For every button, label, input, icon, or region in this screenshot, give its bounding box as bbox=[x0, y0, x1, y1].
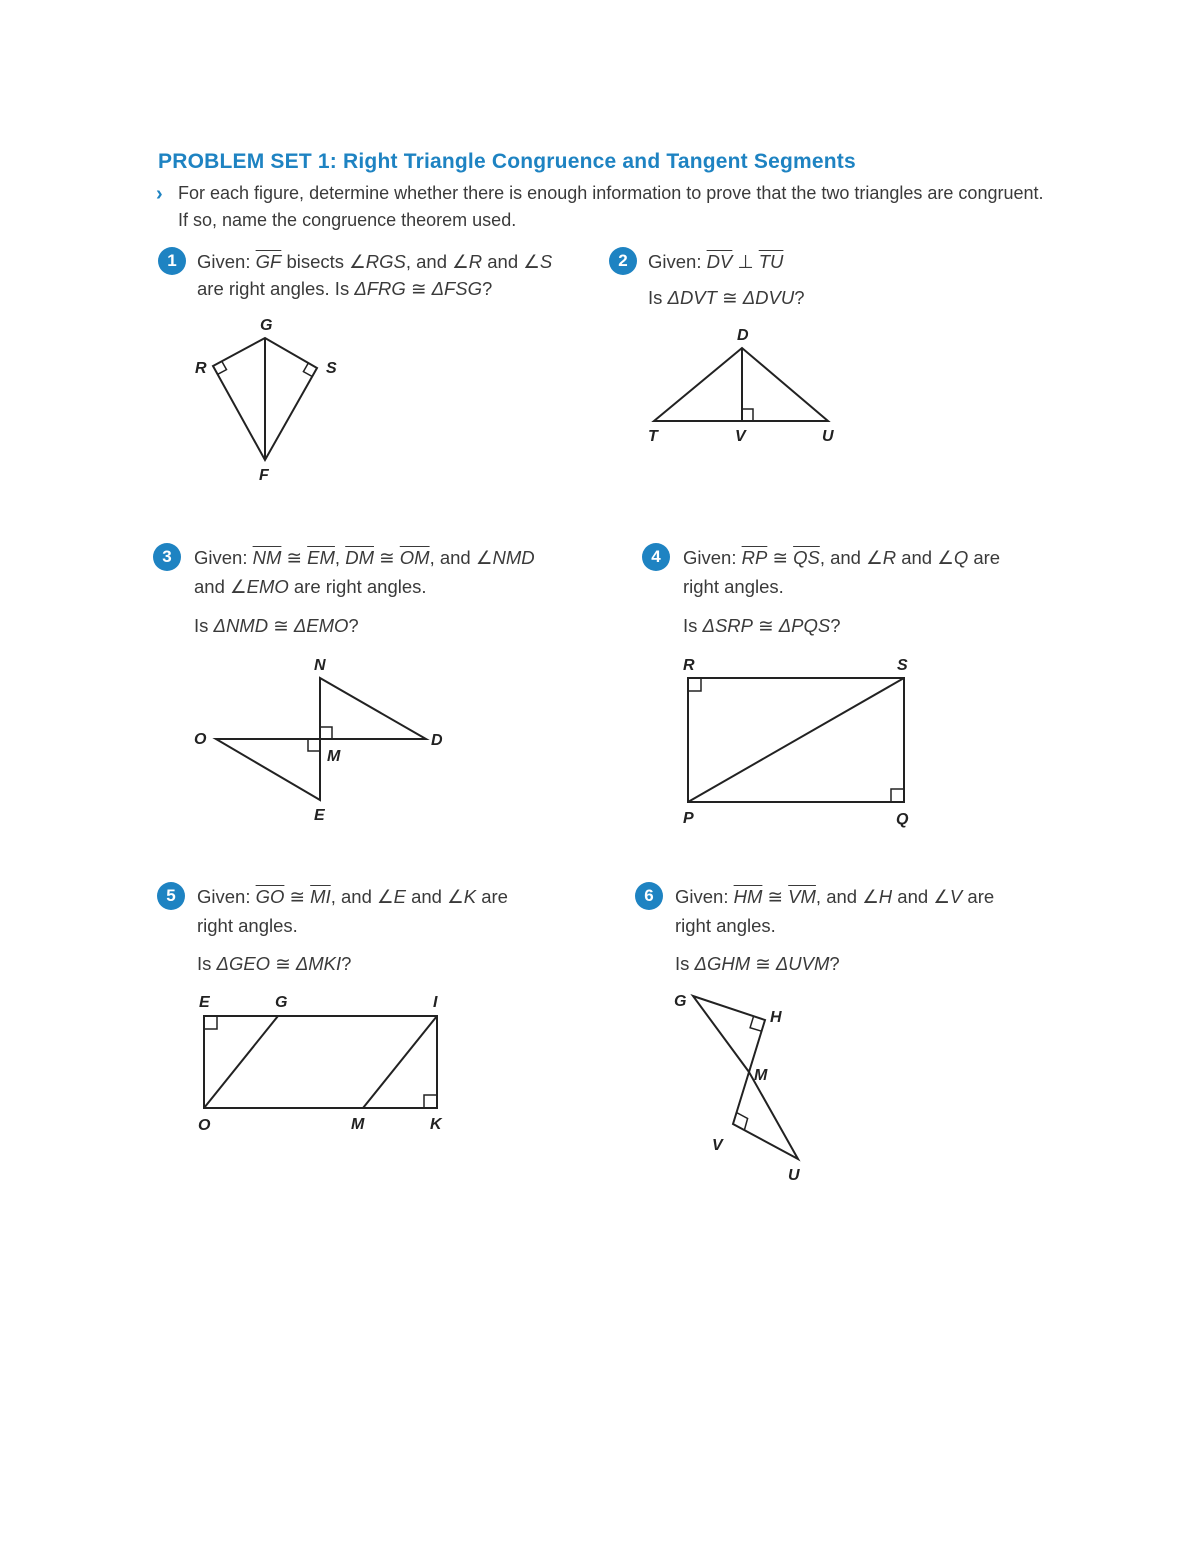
rectangle-eiko-outline bbox=[204, 1016, 437, 1108]
text-fragment: ? bbox=[830, 615, 841, 636]
given-label: Given: bbox=[197, 886, 251, 907]
text-fragment: right angles. bbox=[675, 915, 776, 936]
problem-number-badge: 4 bbox=[642, 543, 670, 571]
problem-number-badge: 2 bbox=[609, 247, 637, 275]
congruent-symbol: ≅ bbox=[373, 547, 400, 568]
angle-v: ∠V bbox=[933, 886, 963, 907]
congruent-symbol: ≅ bbox=[284, 886, 311, 907]
congruent-symbol: ≅ bbox=[767, 547, 794, 568]
congruent-symbol: ≅ bbox=[716, 287, 743, 308]
segment-nm: $\overline{NM}$ bbox=[252, 547, 282, 568]
point-label-d: D bbox=[431, 732, 443, 749]
point-label-m: M bbox=[327, 748, 341, 765]
angle-r: ∠R bbox=[452, 251, 483, 272]
right-angle-mark-emo bbox=[308, 739, 320, 751]
problem-4-line-3 bbox=[683, 615, 841, 637]
segment-rp: $\overline{RP}$ bbox=[741, 547, 768, 568]
given-label: Given: bbox=[648, 251, 702, 272]
segment-dm: $\overline{DM}$ bbox=[345, 547, 374, 568]
point-label-g: G bbox=[674, 993, 687, 1010]
text-fragment: ? bbox=[341, 953, 352, 974]
text-fragment: Is bbox=[675, 953, 695, 974]
triangle-srp: ΔSRP bbox=[702, 615, 753, 636]
problem-4-line-2 bbox=[683, 576, 784, 598]
text-fragment: ? bbox=[794, 287, 805, 308]
point-label-u: U bbox=[788, 1167, 800, 1184]
problem-3-line-3 bbox=[194, 615, 359, 637]
text-fragment: Is bbox=[197, 953, 217, 974]
perpendicular-symbol: ⊥ bbox=[732, 251, 759, 272]
point-label-g: G bbox=[275, 994, 288, 1011]
congruent-symbol: ≅ bbox=[752, 615, 779, 636]
congruent-symbol: ≅ bbox=[268, 615, 294, 636]
angle-rgs: ∠RGS bbox=[349, 251, 406, 272]
figure-5 bbox=[190, 988, 460, 1138]
congruent-symbol: ≅ bbox=[750, 953, 776, 974]
instruction-text: For each figure, determine whether there is enough information to prove that the two triangles are congruent. If so, name the congruence theorem used. bbox=[178, 183, 1044, 230]
text-fragment: and bbox=[194, 576, 231, 597]
text-fragment: , and bbox=[819, 547, 867, 568]
text-fragment: , and bbox=[405, 251, 453, 272]
problem-number-badge: 3 bbox=[153, 543, 181, 571]
text-fragment: ? bbox=[829, 953, 840, 974]
figure-4 bbox=[670, 650, 930, 835]
problem-3-line-2 bbox=[194, 576, 427, 598]
triangle-pqs: ΔPQS bbox=[778, 615, 831, 636]
triangle-nmd-outline bbox=[320, 678, 426, 739]
right-angle-mark-nmd bbox=[320, 727, 332, 739]
text-fragment: , and bbox=[429, 547, 476, 568]
segment-mi-line bbox=[363, 1016, 437, 1108]
text-fragment: are right angles. bbox=[288, 576, 427, 597]
problem-1-line-1 bbox=[197, 251, 552, 273]
triangle-ghm: ΔGHM bbox=[694, 953, 751, 974]
figure-3 bbox=[190, 650, 460, 830]
segment-hm: $\overline{HM}$ bbox=[733, 886, 763, 907]
angle-k: ∠K bbox=[447, 886, 477, 907]
text-fragment: right angles. bbox=[197, 915, 298, 936]
point-label-d: D bbox=[737, 327, 749, 344]
congruent-symbol: ≅ bbox=[405, 278, 432, 299]
text-fragment: are bbox=[968, 547, 1001, 568]
angle-q: ∠Q bbox=[937, 547, 969, 568]
text-fragment: Is bbox=[194, 615, 214, 636]
point-label-i: I bbox=[433, 994, 438, 1011]
right-angle-mark-q bbox=[891, 789, 904, 802]
problem-2-line-2 bbox=[648, 287, 805, 309]
point-label-q: Q bbox=[896, 811, 909, 828]
segment-mi: $\overline{MI}$ bbox=[310, 886, 331, 907]
given-label: Given: bbox=[683, 547, 737, 568]
point-label-u: U bbox=[822, 428, 834, 445]
text-fragment: and bbox=[405, 886, 448, 907]
point-label-k: K bbox=[430, 1116, 442, 1133]
text-fragment: and bbox=[892, 886, 934, 907]
triangle-fsg: ΔFSG bbox=[431, 278, 483, 299]
segment-go-line bbox=[204, 1016, 278, 1108]
point-label-r: R bbox=[195, 360, 207, 377]
problem-number-badge: 5 bbox=[157, 882, 185, 910]
text-fragment: are bbox=[962, 886, 995, 907]
triangle-emo: ΔEMO bbox=[293, 615, 349, 636]
figure-1 bbox=[180, 310, 360, 490]
text-fragment: right angles. bbox=[683, 576, 784, 597]
point-label-m: M bbox=[351, 1116, 365, 1133]
diagonal-ps-line bbox=[688, 678, 904, 802]
congruent-symbol: ≅ bbox=[270, 953, 296, 974]
text-fragment: , bbox=[334, 547, 346, 568]
figure-6 bbox=[665, 986, 825, 1186]
text-fragment: and bbox=[482, 251, 524, 272]
congruent-symbol: ≅ bbox=[281, 547, 308, 568]
problem-3-line-1 bbox=[194, 547, 535, 569]
angle-r: ∠R bbox=[866, 547, 897, 568]
problem-5-line-3 bbox=[197, 953, 351, 975]
triangle-frg: ΔFRG bbox=[354, 278, 406, 299]
problem-6-line-2 bbox=[675, 915, 776, 937]
point-label-p: P bbox=[683, 810, 694, 827]
triangle-ghm-outline bbox=[693, 996, 765, 1072]
angle-e: ∠E bbox=[377, 886, 406, 907]
triangle-geo: ΔGEO bbox=[216, 953, 271, 974]
triangle-dvt: ΔDVT bbox=[667, 287, 717, 308]
point-label-t: T bbox=[648, 428, 658, 445]
point-label-s: S bbox=[897, 657, 908, 674]
segment-gf: $\overline{GF}$ bbox=[255, 251, 282, 272]
triangle-mki: ΔMKI bbox=[295, 953, 342, 974]
problem-5-line-2 bbox=[197, 915, 298, 937]
point-label-m: M bbox=[754, 1067, 768, 1084]
segment-dv: $\overline{DV}$ bbox=[706, 251, 733, 272]
angle-nmd: ∠NMD bbox=[475, 547, 535, 568]
given-label: Given: bbox=[194, 547, 248, 568]
segment-qs: $\overline{QS}$ bbox=[793, 547, 820, 568]
point-label-v: V bbox=[712, 1137, 723, 1154]
text-fragment: , and bbox=[330, 886, 378, 907]
page-title: PROBLEM SET 1: Right Triangle Congruence and Tangent Segments bbox=[158, 150, 856, 173]
figure-2 bbox=[640, 320, 840, 450]
triangle-dvu: ΔDVU bbox=[742, 287, 795, 308]
text-fragment: bisects bbox=[281, 251, 350, 272]
angle-h: ∠H bbox=[862, 886, 893, 907]
triangle-uvm: ΔUVM bbox=[775, 953, 830, 974]
right-angle-mark-v bbox=[742, 409, 753, 421]
text-fragment: Is bbox=[648, 287, 668, 308]
given-label: Given: bbox=[675, 886, 729, 907]
congruent-symbol: ≅ bbox=[762, 886, 789, 907]
segment-tu: $\overline{TU}$ bbox=[758, 251, 784, 272]
segment-em: $\overline{EM}$ bbox=[307, 547, 335, 568]
triangle-emo-outline bbox=[216, 739, 320, 800]
text-fragment: and bbox=[896, 547, 938, 568]
text-fragment: ? bbox=[482, 278, 493, 299]
problem-1-line-2 bbox=[197, 278, 492, 300]
text-fragment: are bbox=[476, 886, 508, 907]
text-fragment: Is bbox=[683, 615, 703, 636]
right-angle-mark-e bbox=[204, 1016, 217, 1029]
problem-2-line-1 bbox=[648, 251, 783, 273]
problem-6-line-1 bbox=[675, 886, 994, 908]
right-angle-mark-r bbox=[688, 678, 701, 691]
right-angle-mark-k bbox=[424, 1095, 437, 1108]
text-fragment: are right angles. Is bbox=[197, 278, 355, 299]
problem-6-line-3 bbox=[675, 953, 840, 975]
segment-go: $\overline{GO}$ bbox=[255, 886, 285, 907]
point-label-s: S bbox=[326, 360, 337, 377]
point-label-r: R bbox=[683, 657, 695, 674]
point-label-e: E bbox=[314, 807, 325, 824]
point-label-o: O bbox=[198, 1117, 211, 1134]
instructions bbox=[156, 180, 1058, 234]
text-fragment: ? bbox=[348, 615, 359, 636]
point-label-e: E bbox=[199, 994, 210, 1011]
given-label: Given: bbox=[197, 251, 251, 272]
point-label-f: F bbox=[259, 467, 269, 484]
point-label-o: O bbox=[194, 731, 207, 748]
point-label-h: H bbox=[770, 1009, 782, 1026]
problem-4-line-1 bbox=[683, 547, 1000, 569]
segment-om: $\overline{OM}$ bbox=[399, 547, 430, 568]
point-label-g: G bbox=[260, 317, 273, 334]
triangle-nmd: ΔNMD bbox=[213, 615, 269, 636]
problem-5-line-1 bbox=[197, 886, 508, 908]
problem-number-badge: 6 bbox=[635, 882, 663, 910]
angle-emo: ∠EMO bbox=[230, 576, 289, 597]
chevron-right-icon: › bbox=[156, 183, 163, 205]
angle-s: ∠S bbox=[523, 251, 553, 272]
segment-vm: $\overline{VM}$ bbox=[788, 886, 816, 907]
problem-number-badge: 1 bbox=[158, 247, 186, 275]
point-label-n: N bbox=[314, 657, 326, 674]
text-fragment: , and bbox=[815, 886, 863, 907]
point-label-v: V bbox=[735, 428, 746, 445]
